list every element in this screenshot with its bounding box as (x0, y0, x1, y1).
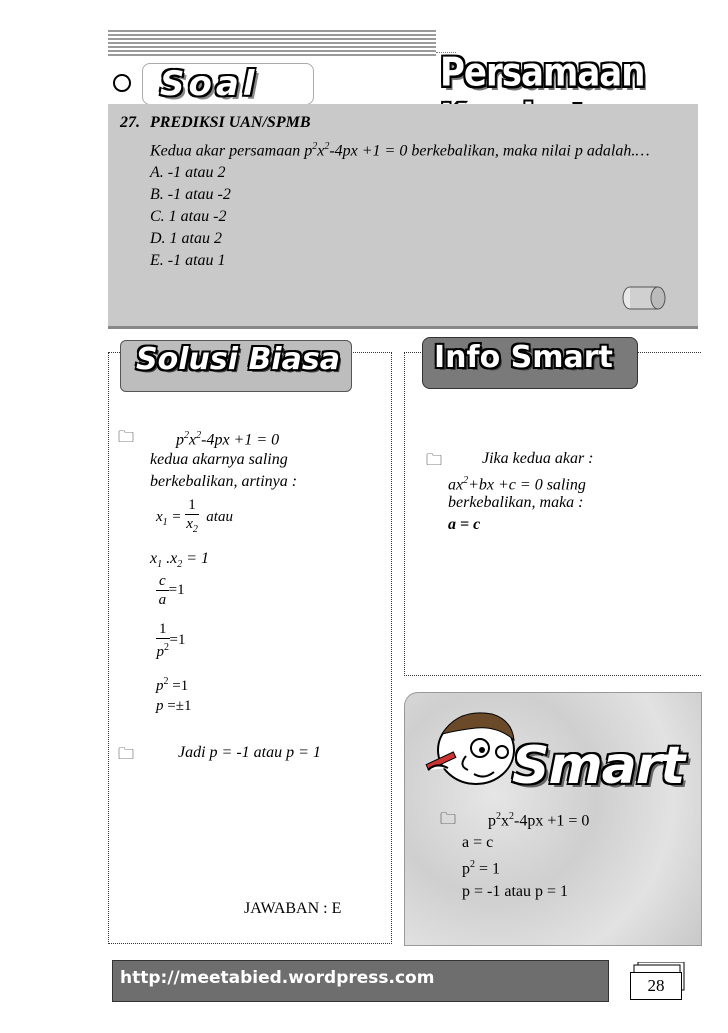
info-smart-heading: Info Smart (434, 340, 613, 375)
folder-icon: 🗀 (440, 809, 457, 828)
page-number: 28 (630, 972, 682, 1000)
solusi-line-3: berkebalikan, artinya : (150, 473, 298, 490)
smart-heading: Smart (512, 736, 685, 796)
folder-icon: 🗀 (118, 427, 135, 446)
smart-line-1: $p^2x^2-4px +1 = 0$ (488, 811, 590, 830)
smart-line-3: $p^2 = 1$ (462, 859, 501, 878)
footer-url[interactable]: http://meetabied.wordpress.com (120, 968, 435, 988)
question-number: 27. (120, 114, 140, 131)
option-d: D. 1 atau 2 (150, 230, 222, 248)
bullet-circle-icon (113, 74, 131, 92)
one-over-p-squared: $\frac{1}{p^2}$ =1 (156, 621, 186, 660)
option-a: A. -1 atau 2 (150, 164, 226, 182)
info-line-1: Jika kedua akar : (482, 450, 594, 467)
info-line-2: $ax^2+bx +c = 0$ saling (448, 475, 586, 494)
question-title: PREDIKSI UAN/SPMB (150, 114, 311, 131)
smart-line-2: a = c (462, 834, 494, 852)
solusi-line-2: kedua akarnya saling (150, 451, 288, 468)
info-line-4: a = c (448, 516, 481, 533)
answer-label: JAWABAN : E (244, 900, 342, 917)
section-label: Soal (160, 64, 259, 104)
smart-line-4: p = -1 atau p = 1 (462, 882, 569, 900)
option-b: B. -1 atau -2 (150, 186, 231, 204)
folder-icon: 🗀 (118, 744, 135, 763)
solusi-equation: $p^2x^2-4px +1 = 0$ (176, 430, 280, 449)
solusi-biasa-heading: Solusi Biasa (136, 342, 340, 377)
folder-icon: 🗀 (426, 450, 443, 469)
reciprocal-fraction: $\frac{1}{x_2}$ (186, 497, 198, 535)
question-stem: Kedua akar persamaan $p^2x^2-4px +1 = 0$ berkebalikan, maka nilai p adalah.… (150, 141, 650, 160)
cylinder-icon (620, 284, 668, 312)
page-title: Persamaan (440, 50, 645, 96)
x1-reciprocal: $x_1$ = $\frac{1}{x_2}$ atau (156, 496, 233, 539)
p-plus-minus-one: p =±1 (156, 698, 192, 714)
smart-solution (462, 806, 589, 903)
option-c: C. 1 atau -2 (150, 208, 227, 226)
option-e: E. -1 atau 1 (150, 252, 226, 270)
c-over-a: $\frac{c}{a}$ =1 (156, 572, 185, 609)
question-body (150, 136, 695, 272)
solusi-conclusion: Jadi p = -1 atau p = 1 (178, 744, 321, 761)
product-of-roots: $x_1$ $.x_2 = 1$ (150, 550, 210, 571)
info-line-3: berkebalikan, maka : (448, 494, 584, 511)
p-squared-equals-one: $p^2 =1$ (156, 676, 189, 694)
top-decorative-band (108, 30, 436, 56)
